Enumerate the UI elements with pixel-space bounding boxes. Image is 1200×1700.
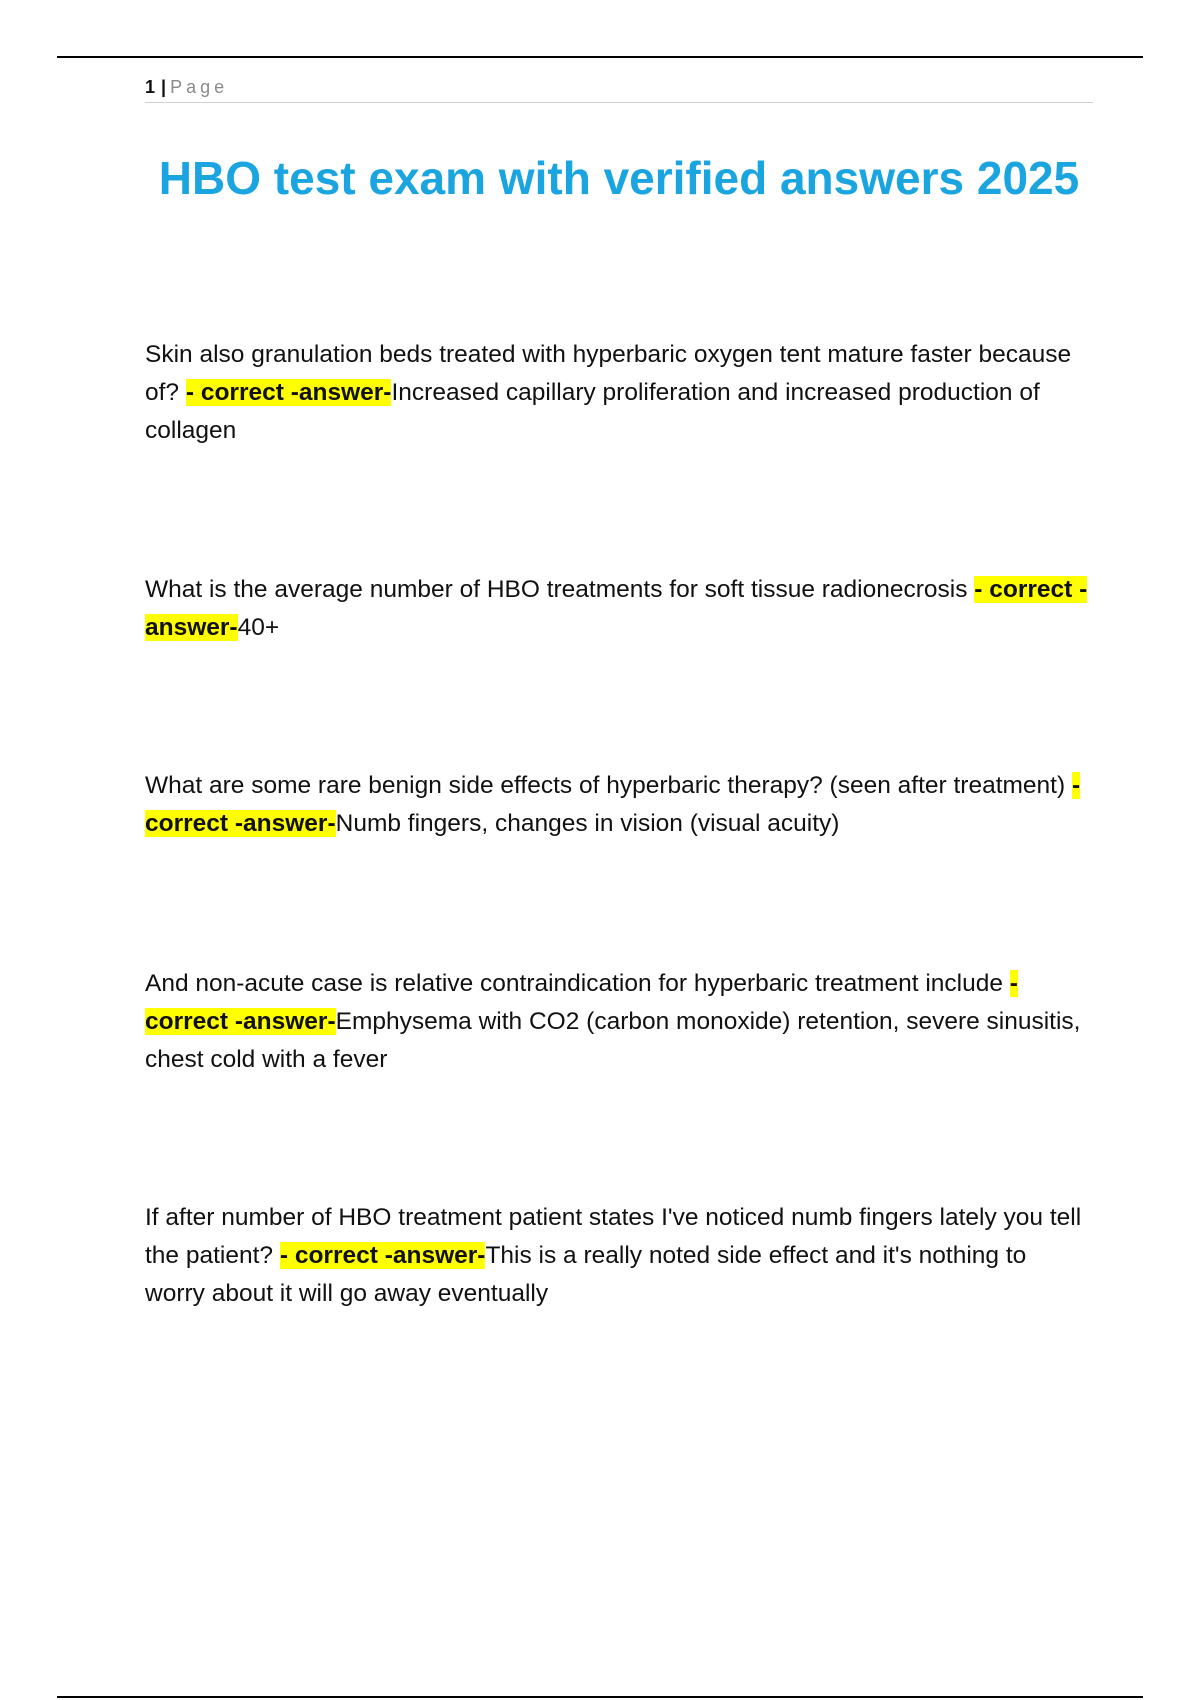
question-text: And non-acute case is relative contraindication for hyperbaric treatment include [145,970,1010,997]
answer-text: 40+ [237,614,280,641]
answer-text: This is a really noted side effect and it's nothing to worry about it will go away eventually [145,1242,1027,1307]
qa-item-1 [145,336,1090,450]
page-header [145,74,1093,103]
page-label: Page [170,77,229,97]
question-text: If after number of HBO treatment patient states I've noticed numb fingers lately you tell the patient? [145,1204,1082,1269]
page-number: 1 [145,77,156,97]
answer-text: Numb fingers, changes in vision (visual acuity) [335,810,840,837]
answer-marker: - correct -answer- [145,576,1088,641]
answer-marker: - correct -answer- [145,970,1018,1035]
answer-marker: - correct -answer- [145,772,1081,837]
document-title: HBO test exam with verified answers 2025 [158,152,1080,204]
page-top-rule [57,56,1143,58]
qa-item-4 [145,965,1090,1079]
page-bottom-rule [57,1696,1143,1698]
page-separator: | [161,77,167,97]
question-text: What are some rare benign side effects of hyperbaric therapy? (seen after treatment) [145,772,1072,799]
qa-item-3 [145,767,1090,843]
question-text: What is the average number of HBO treatments for soft tissue radionecrosis [145,576,975,603]
question-text: Skin also granulation beds treated with hyperbaric oxygen tent mature faster because of? [145,341,1072,406]
answer-marker: - correct -answer- [185,379,392,406]
answer-marker: - correct -answer- [279,1242,486,1269]
qa-item-5 [145,1199,1090,1313]
qa-item-2 [145,571,1090,647]
answer-text: Emphysema with CO2 (carbon monoxide) retention, severe sinusitis, chest cold with a fever [145,1008,1081,1073]
answer-text: Increased capillary proliferation and increased production of collagen [145,379,1040,444]
